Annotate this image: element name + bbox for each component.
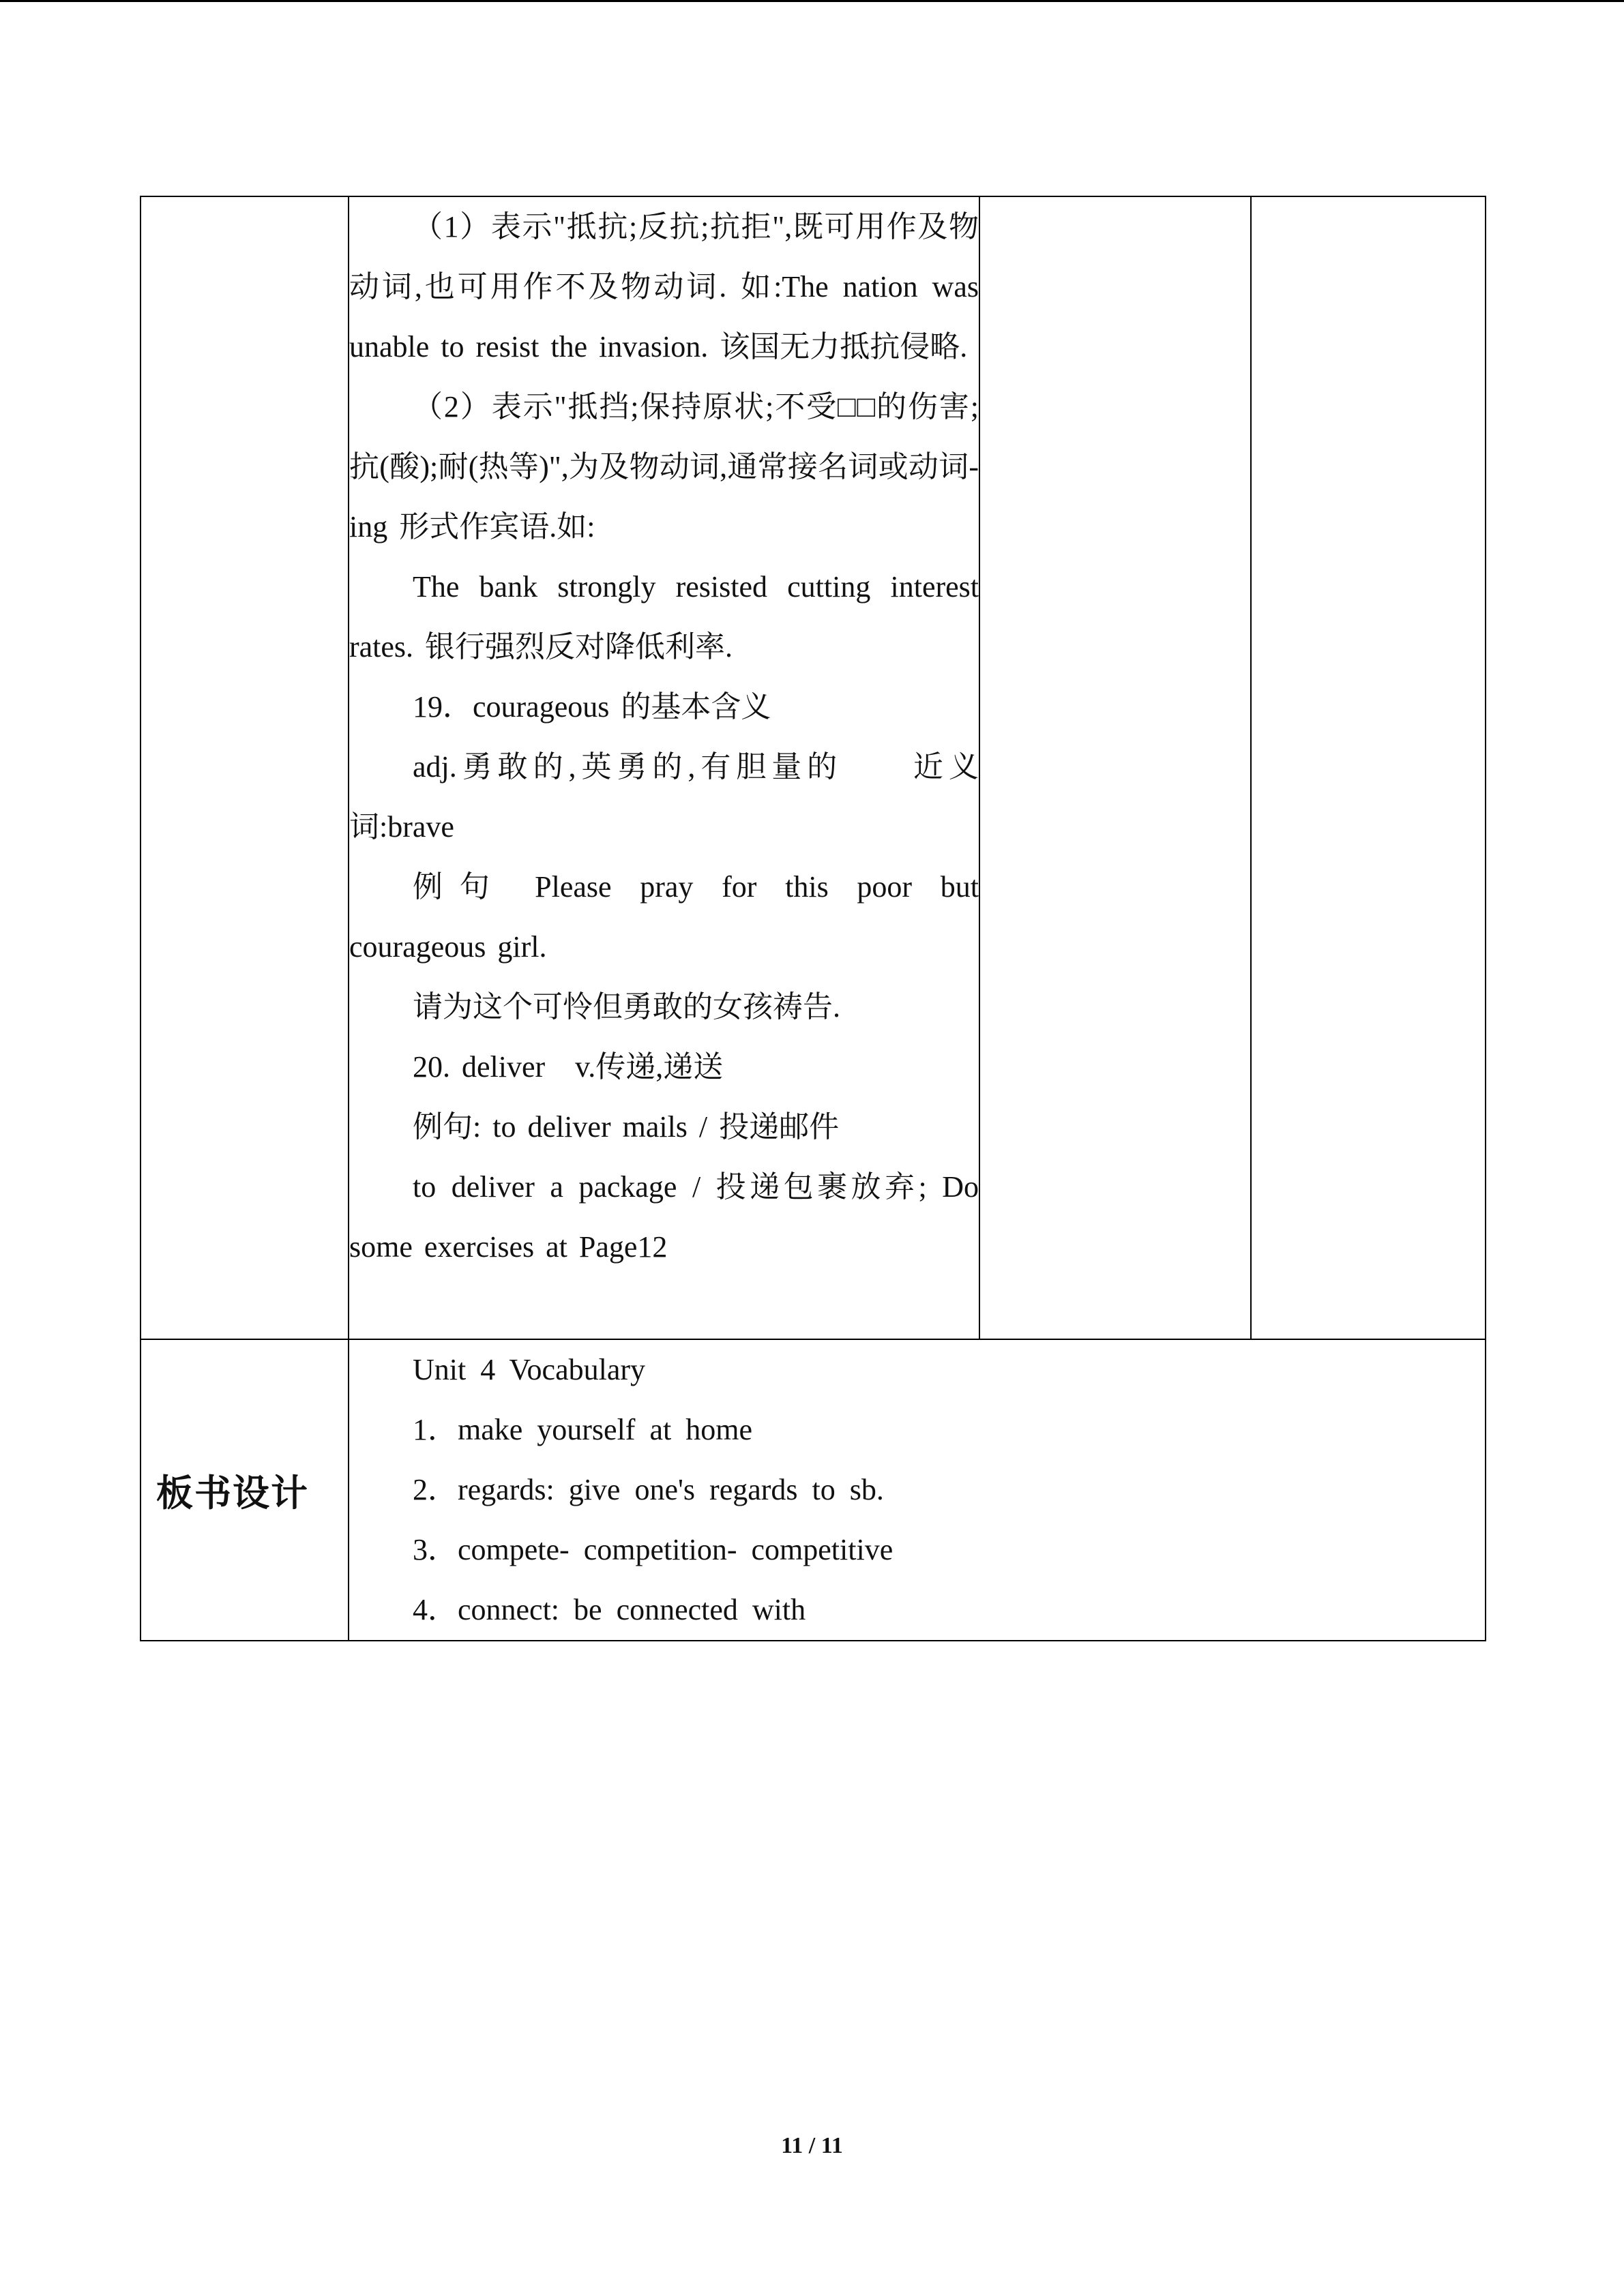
resist-meaning-2: （2）表示"抵挡;保持原状;不受□□的伤害;抗(酸);耐(热等)",为及物动词,通常接名词或动词-ing 形式作宾语.如:	[349, 390, 979, 543]
board-line-4: 4．connect: be connected with	[413, 1593, 806, 1626]
resist-example: The bank strongly resisted cutting interest rates. 银行强烈反对降低利率.	[349, 570, 979, 664]
lesson-plan-table	[140, 196, 1486, 1641]
empty-cell-col4	[1251, 196, 1486, 1339]
page-number: 11 / 11	[781, 2133, 843, 2158]
board-line-2: 2．regards: give one's regards to sb.	[413, 1473, 884, 1506]
courageous-example-translation: 请为这个可怜但勇敢的女孩祷告.	[413, 990, 840, 1024]
board-line-1: 1．make yourself at home	[413, 1413, 752, 1446]
board-design-label-cell	[141, 1339, 349, 1641]
board-design-label: 板书设计	[156, 1471, 309, 1515]
courageous-heading: 19．courageous 的基本含义	[413, 690, 771, 724]
board-design-row	[141, 1339, 1486, 1641]
teaching-content-row	[141, 196, 1486, 1339]
deliver-example-1: 例句: to deliver mails / 投递邮件	[413, 1110, 840, 1144]
resist-meaning-1: （1）表示"抵抗;反抗;抗拒",既可用作及物动词,也可用作不及物动词. 如:The nation was unable to resist the invasion. 该国无力抵抗侵略.	[349, 210, 979, 363]
deliver-example-2: to deliver a package / 投递包裹放弃; Do some exercises at Page12	[349, 1170, 979, 1264]
empty-cell-col3	[979, 196, 1251, 1339]
board-line-3: 3．compete- competition- competitive	[413, 1533, 894, 1566]
courageous-example: 例句 Please pray for this poor but courageous girl.	[349, 870, 979, 964]
teaching-content-cell	[349, 196, 979, 1339]
empty-label-cell	[141, 196, 349, 1339]
top-border-line	[0, 0, 1624, 2]
courageous-definition: adj.勇敢的,英勇的,有胆量的 近义词:brave	[349, 750, 979, 844]
deliver-heading: 20. deliver v.传递,递送	[413, 1050, 724, 1084]
board-design-content-cell	[349, 1339, 1486, 1641]
board-line-title: Unit 4 Vocabulary	[413, 1353, 645, 1386]
